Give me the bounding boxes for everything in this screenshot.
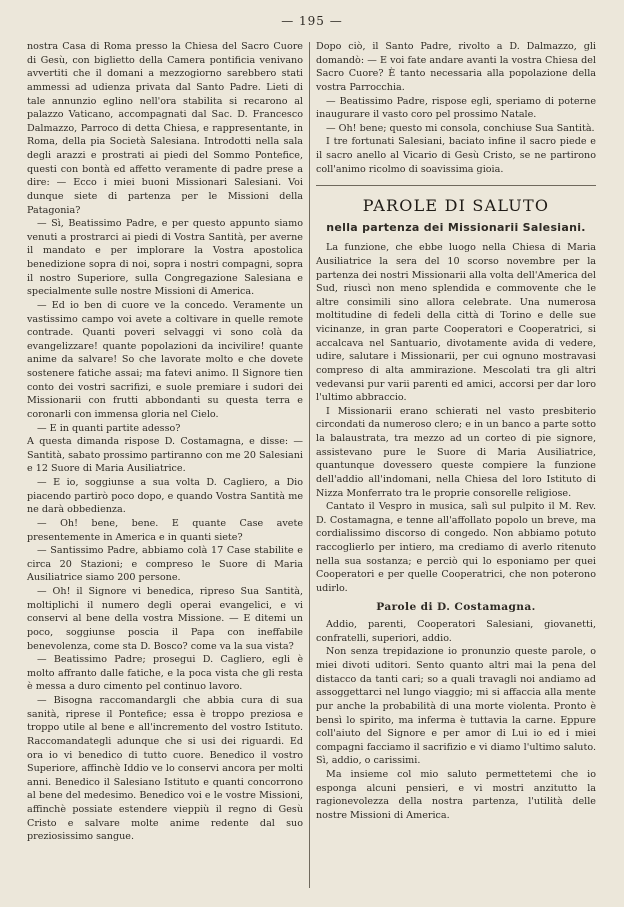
right-column <box>316 40 596 823</box>
left-paragraph: — Oh! il Signore vi benedica, ripreso Sua Santità, moltiplichi il numero degli operai evangelici, e vi conservi al bene della vostra Missione. — E ditemi un poco, soggiunse poscia il Papa con ineffabile benevolenza, come sta D. Bosco? come va la sua vista? <box>27 586 303 652</box>
speech-paragraph: Non senza trepidazione io pronunzio queste parole, o miei divoti uditori. Sento quanto altri mai la pena del distacco da tanti cari; so a quali travagli noi andiamo ad assoggettarci nel lungo viaggio; mi si affaccia alla mente pur anche la probabilità di una morte violenta. Pronto è bensì lo spirito, ma inferma è tuttavia la carne. Eppure coll'aiuto del Signore e per amor di Lui io ed i miei compagni facciamo il sacrifizio e vi diamo l'ultimo saluto. Sì, addio, o carissimi. <box>316 646 596 767</box>
speech-paragraph: Ma insieme col mio saluto permettetemi che io esponga alcuni pensieri, e vi mostri anzitutto la ragionevolezza della nostra partenza, l'utilità delle nostre Missioni di America. <box>316 769 596 821</box>
page-number: — 195 — <box>281 14 343 28</box>
left-paragraph: — Sì, Beatissimo Padre, e per questo appunto siamo venuti a prostrarci ai piedi di Vostra Santità, per averne il mandato e per implorare la Vostra apostolica benedizione sopra di noi, sopra i nostri compagni, sopra il nostro Superiore, sulla Congregazione Salesiana e specialmente sulle nostre Missioni di America. <box>27 218 303 298</box>
left-paragraph: — Ed io ben di cuore ve la concedo. Veramente un vastissimo campo voi avete a coltivare in quelle remote contrade. Quanti poveri selvaggi vi sono colà da evangelizzare! quante popolazioni da incivilire! quante anime da salvare! So che lavorate molto e che dovete sostenere fatiche assai; ma fatevi animo. Il Signore tien conto dei vostri sacrifizi, e suole premiare i sudori dei Missionarii con frutti abbondanti su questa terra e coronarli con immensa gloria nel Cielo. <box>27 299 303 420</box>
left-paragraph: nostra Casa di Roma presso la Chiesa del Sacro Cuore di Gesù, con biglietto della Camera pontificia venivano avvertiti che il domani a mezzogiorno sarebbero stati ammessi ad udienza privata dal Santo Padre. Lieti di tale annunzio eglino nell'ora stabilita si recarono al palazzo Vaticano, accompagnati dal Sac. D. Francesco Dalmazzo, Parroco di detta Chiesa, e rappresentante, in Roma, della pia Società Salesiana. Introdotti nella sala degli arazzi e prostrati ai piedi del Sommo Pontefice, questi con bontà ed affetto veramente di padre prese a dire: — Ecco i miei buoni Missionari Salesiani. Voi dunque siete di partenza per le Missioni della Patagonia? <box>27 41 303 216</box>
left-paragraph: — Santissimo Padre, abbiamo colà 17 Case stabilite e circa 20 Stazioni; e compreso le Suore di Maria Ausiliatrice siamo 200 persone. <box>27 545 303 584</box>
section-separator <box>316 185 596 186</box>
left-paragraph: — E io, soggiunse a sua volta D. Cagliero, a Dio piacendo partirò poco dopo, e quando Vostra Santità me ne darà obbedienza. <box>27 477 303 516</box>
left-paragraph: — E in quanti partite adesso? <box>37 422 181 434</box>
left-paragraph: — Bisogna raccomandargli che abbia cura di sua sanità, riprese il Pontefice; essa è troppo preziosa e troppo utile al bene e all'incremento del vostro Istituto. Raccomandategli adunque che si usi dei riguardi. Ed ora io vi benedico di tutto cuore. Benedico il vostro Superiore, affinchè Iddio ve lo conservi ancora per molti anni. Benedico il Salesiano Istituto e quanti concorrono al bene del medesimo. Benedico voi e le vostre Missioni, affinchè possiate estendere vieppiù il regno di Gesù Cristo e salvare molte anime redente dal suo preziosissimo sangue. <box>27 695 303 843</box>
article-subtitle: nella partenza dei Missionarii Salesiani. <box>326 221 586 235</box>
left-paragraph: A questa dimanda rispose D. Costamagna, e disse: — Santità, sabato prossimo partiranno con me 20 Salesiani e 12 Suore di Maria Ausiliatrice. <box>27 436 303 475</box>
speech-paragraph: Addio, parenti, Cooperatori Salesiani, giovanetti, confratelli, superiori, addio. <box>316 619 596 644</box>
right-paragraph: Dopo ciò, il Santo Padre, rivolto a D. Dalmazzo, gli domandò: — E voi fate andare avanti la vostra Chiesa del Sacro Cuore? È tanto necessaria alla popolazione della vostra Parrocchia. <box>316 41 596 93</box>
right-paragraph: — Oh! bene; questo mi consola, conchiuse Sua Santità. <box>326 122 595 134</box>
article-paragraph: Cantato il Vespro in musica, salì sul pulpito il M. Rev. D. Costamagna, e tenne all'affollato popolo un breve, ma cordialissimo discorso di congedo. Non abbiamo potuto raccoglierlo per intiero, ma crediamo di averlo ritenuto nella sua sostanza; e perciò qui lo esponiamo per quei Cooperatori e per quelle Cooperatrici, che non poterono udirlo. <box>316 501 596 594</box>
column-divider <box>309 42 310 888</box>
article-paragraph: La funzione, che ebbe luogo nella Chiesa di Maria Ausiliatrice la sera del 10 scorso novembre per la partenza dei nostri Missionarii alla volta dell'America del Sud, riuscì non meno splendida e commovente che le altre consimili sino allora celebrate. Una numerosa moltitudine di fedeli della città di Torino e delle sue vicinanze, in gran parte Cooperatori e Cooperatrici, si accalcava nel Santuario, divotamente avida di vedere, udire, salutare i Missionarii, per cui ognuno mostravasi compreso di alta ammirazione. Mescolati tra gli altri vedevansi pur varii parenti ed amici, accorsi per dar loro l'ultimo abbraccio. <box>316 242 596 404</box>
article-title: PAROLE DI SALUTO <box>362 196 550 216</box>
speech-heading: Parole di D. Costamagna. <box>376 600 536 613</box>
left-paragraph: — Beatissimo Padre; prosegui D. Cagliero, egli è molto affranto dalle fatiche, e la poca vista che gli resta è messa a duro cimento pel continuo lavoro. <box>27 654 303 693</box>
article-paragraph: I Missionarii erano schierati nel vasto presbiterio circondati da numeroso clero; e in un banco a parte sotto la balaustrata, tra mezzo ad un corteo di pie signore, assistevano pure le Suore di Maria Ausiliatrice, quantunque dovessero queste compiere la funzione dell'addio all'indomani, nella Chiesa del loro Istituto di Nizza Monferrato tra le proprie consorelle religiose. <box>316 405 596 499</box>
left-paragraph: — Oh! bene, bene. E quante Case avete presentemente in America e in quanti siete? <box>27 517 303 543</box>
left-column <box>27 40 303 844</box>
right-paragraph: — Beatissimo Padre, rispose egli, speriamo di poterne inaugurare il vasto coro pel prossimo Natale. <box>316 95 596 121</box>
right-paragraph: I tre fortunati Salesiani, baciato infine il sacro piede e il sacro anello al Vicario di Gesù Cristo, se ne partirono coll'animo ricolmo di soavissima gioia. <box>316 136 596 175</box>
